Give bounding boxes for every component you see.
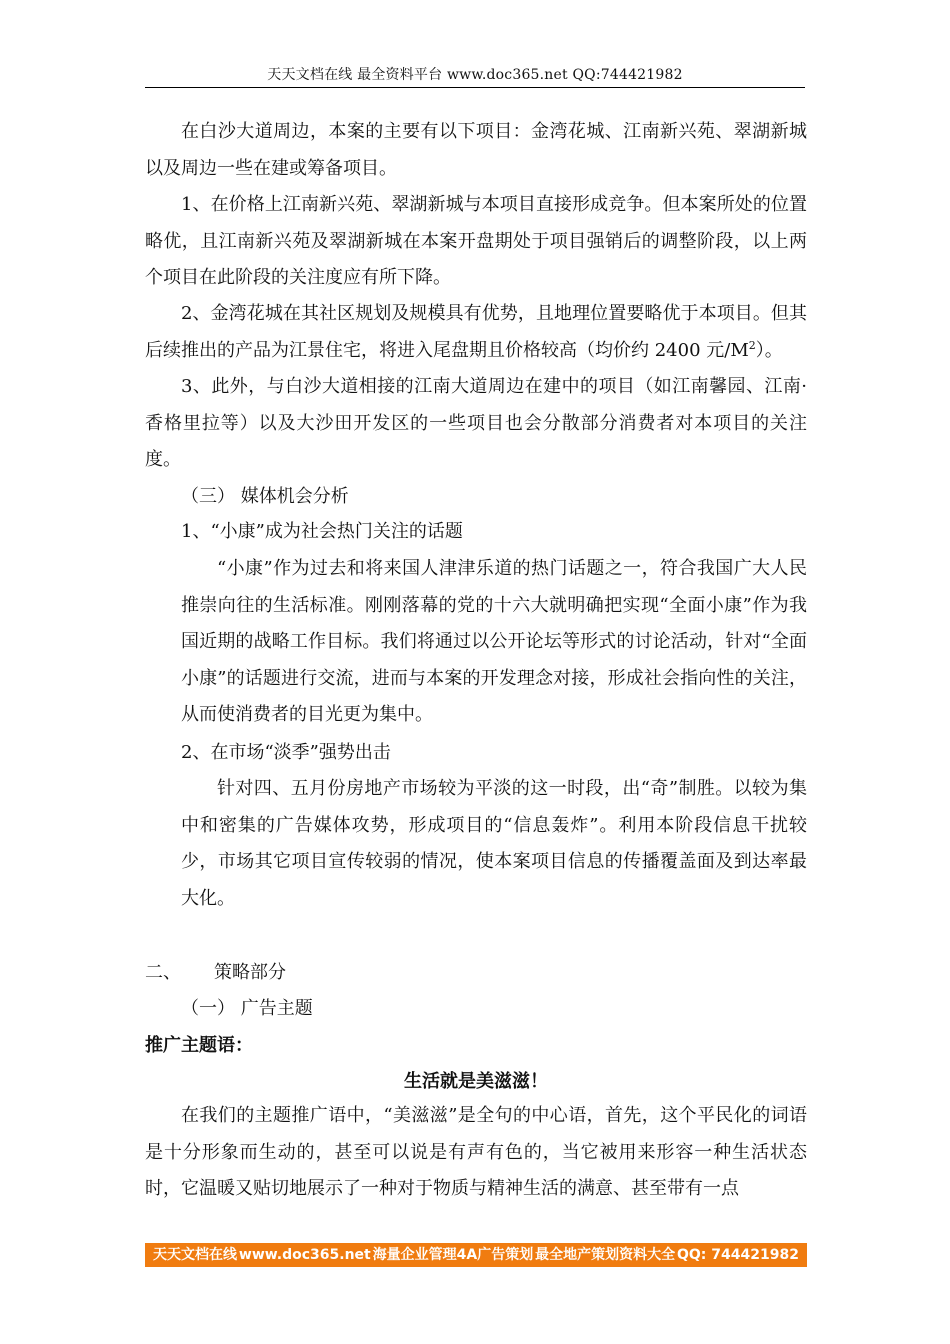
heading-off-season: 2、在市场“淡季”强势出击 xyxy=(181,742,391,763)
paragraph-competition-1: 1、在价格上江南新兴苑、翠湖新城与本项目直接形成竞争。但本案所处的位置略优，且江南新兴苑及翠湖新城在本案开盘期处于项目强销后的调整阶段，以上两个项目在此阶段的关注度应有所下降。 xyxy=(145,194,807,288)
superscript-square: 2 xyxy=(748,338,756,352)
heading-media-analysis: （三） 媒体机会分析 xyxy=(181,486,349,507)
footer-site-name: 天天文档在线 xyxy=(153,1247,237,1263)
paragraph-competition-2-text: 2、金湾花城在其社区规划及规模具有优势，且地理位置要略优于本项目。但其后续推出的产品为江景住宅，将进入尾盘期且价格较高（均价约 2400 元/M xyxy=(145,303,807,361)
slogan: 生活就是美滋滋！ xyxy=(404,1071,548,1092)
footer-banner xyxy=(145,1243,807,1267)
section-number: 二、 xyxy=(145,962,181,983)
paragraph-off-season: 针对四、五月份房地产市场较为平淡的这一时段，出“奇”制胜。以较为集中和密集的广告媒体攻势，形成项目的“信息轰炸”。利用本阶段信息干扰较少，市场其它项目宣传较弱的情况，使本案项目信息的传播覆盖面及到达率最大化。 xyxy=(181,778,807,909)
heading-strategy: 策略部分 xyxy=(214,962,286,983)
paragraph-projects-intro: 在白沙大道周边，本案的主要有以下项目：金湾花城、江南新兴苑、翠湖新城以及周边一些在建或筹备项目。 xyxy=(145,121,807,179)
footer-tagline-2: 最全地产策划资料大全 xyxy=(535,1247,676,1263)
footer-qq: QQ: 744421982 xyxy=(677,1247,799,1263)
paragraph-competition-2-end: ）。 xyxy=(755,339,783,361)
footer-tagline-1: 海量企业管理4A广告策划 xyxy=(372,1247,534,1263)
page-header: 天天文档在线 最全资料平台 www.doc365.net QQ:744421982 xyxy=(267,67,683,83)
heading-slogan-label: 推广主题语： xyxy=(145,1035,253,1056)
header-divider xyxy=(145,87,805,88)
paragraph-slogan-analysis: 在我们的主题推广语中，“美滋滋”是全句的中心语，首先，这个平民化的词语是十分形象而生动的，甚至可以说是有声有色的，当它被用来形容一种生活状态时，它温暖又贴切地展示了一种对于物质与精神生活的满意、甚至带有一点 xyxy=(145,1105,807,1199)
heading-xiaokang: 1、“小康”成为社会热门关注的话题 xyxy=(181,521,463,542)
paragraph-competition-3: 3、此外，与白沙大道相接的江南大道周边在建中的项目（如江南馨园、江南·香格里拉等）以及大沙田开发区的一些项目也会分散部分消费者对本项目的关注度。 xyxy=(145,376,807,470)
footer-url: www.doc365.net xyxy=(238,1247,371,1263)
paragraph-xiaokang: “小康”作为过去和将来国人津津乐道的热门话题之一，符合我国广大人民推崇向往的生活标准。刚刚落幕的党的十六大就明确把实现“全面小康”作为我国近期的战略工作目标。我们将通过以公开论坛等形式的讨论活动，针对“全面小康”的话题进行交流，进而与本案的开发理念对接，形成社会指向性的关注，从而使消费者的目光更为集中。 xyxy=(181,558,807,725)
paragraph-competition-2 xyxy=(145,296,807,369)
heading-ad-theme: （一） 广告主题 xyxy=(181,998,313,1019)
